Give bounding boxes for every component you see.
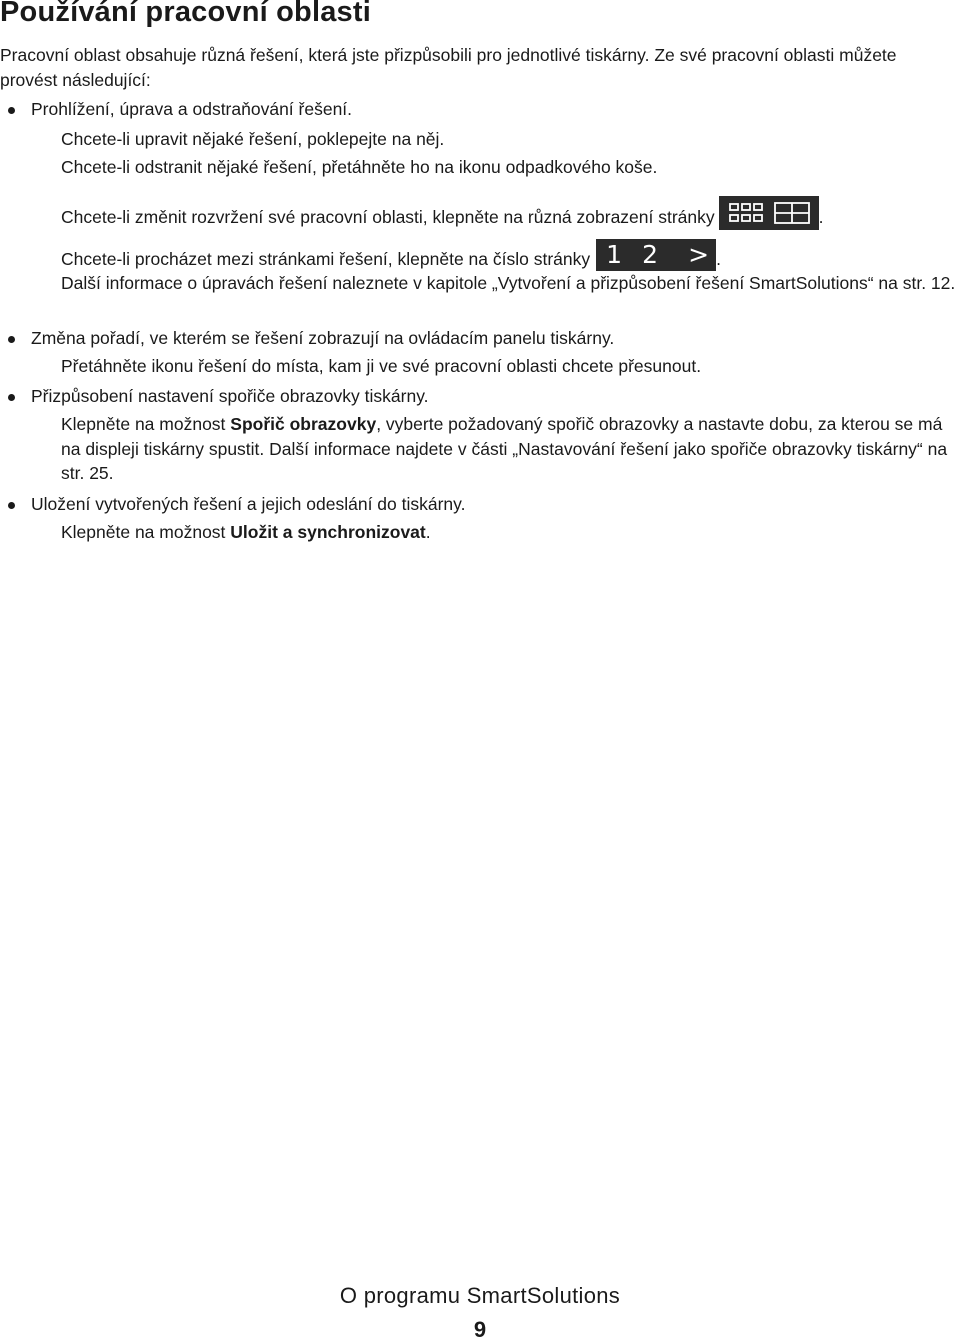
bullet-icon	[8, 107, 15, 114]
instruction-delete: Chcete-li odstranit nějaké řešení, přetáhněte ho na ikonu odpadkového koše.	[61, 157, 658, 177]
instruction-suffix: .	[425, 522, 431, 542]
instruction-suffix: , vyberte požadovaný spořič obrazovky a nastavte dobu, za kterou se má na displeji tiskárny spustit. Další informace najdete v části „Nastavování řešení jako spořiče obrazovky tiskárny“ na str. 25.	[61, 414, 948, 483]
next-page-icon: >	[688, 240, 710, 269]
instruction-edit: Chcete-li upravit nějaké řešení, poklepejte na něj.	[61, 129, 445, 149]
instruction-prefix: Klepněte na možnost	[61, 414, 226, 434]
page-number: 9	[473, 1317, 487, 1342]
grid-view-icon	[719, 196, 819, 230]
footer-section-title: O programu SmartSolutions	[339, 1283, 621, 1308]
more-info-paragraph: Další informace o úpravách řešení naleznete v kapitole „Vytvoření a přizpůsobení řešení SmartSolutions“ na str. 12.	[61, 273, 956, 293]
bullet-icon	[8, 502, 15, 509]
page-1-button: 1	[606, 240, 623, 269]
bullet-icon	[8, 336, 15, 343]
instruction-layout-text: Chcete-li změnit rozvržení své pracovní oblasti, klepněte na různá zobrazení stránky	[61, 207, 715, 227]
page-2-button: 2	[642, 240, 659, 269]
page-title: Používání pracovní oblasti	[0, 0, 371, 28]
instruction-pages-text: Chcete-li procházet mezi stránkami řešení, klepněte na číslo stránky	[61, 249, 591, 269]
reorder-instruction: Přetáhněte ikonu řešení do místa, kam ji ve své pracovní oblasti chcete přesunout.	[61, 356, 702, 376]
instruction-prefix: Klepněte na možnost	[61, 522, 226, 542]
tile-view-icon	[775, 203, 809, 223]
instruction-layout: Chcete-li změnit rozvržení své pracovní oblasti, klepněte na různá zobrazení stránky .	[61, 196, 956, 230]
bullet-text: Přizpůsobení nastavení spořiče obrazovky tiskárny.	[31, 386, 429, 406]
layout-view-icons	[719, 196, 819, 230]
bullet-text: Uložení vytvořených řešení a jejich odeslání do tiskárny.	[31, 494, 466, 514]
instruction-pages: Chcete-li procházet mezi stránkami řešení, klepněte na číslo stránky 1 2 > .	[61, 240, 721, 269]
bullet-text: Změna pořadí, ve kterém se řešení zobrazují na ovládacím panelu tiskárny.	[31, 328, 615, 348]
bullet-icon	[8, 394, 15, 401]
save-instruction	[61, 520, 956, 545]
screensaver-instruction	[61, 412, 956, 486]
screensaver-option-label: Spořič obrazovky	[230, 414, 377, 434]
bullet-text: Prohlížení, úprava a odstraňování řešení.	[31, 99, 353, 119]
page-navigation	[596, 239, 716, 271]
intro-paragraph: Pracovní oblast obsahuje různá řešení, která jste přizpůsobili pro jednotlivé tiskárny. Ze své pracovní oblasti můžete provést následující:	[0, 45, 897, 90]
save-sync-option-label: Uložit a synchronizovat	[230, 522, 426, 542]
